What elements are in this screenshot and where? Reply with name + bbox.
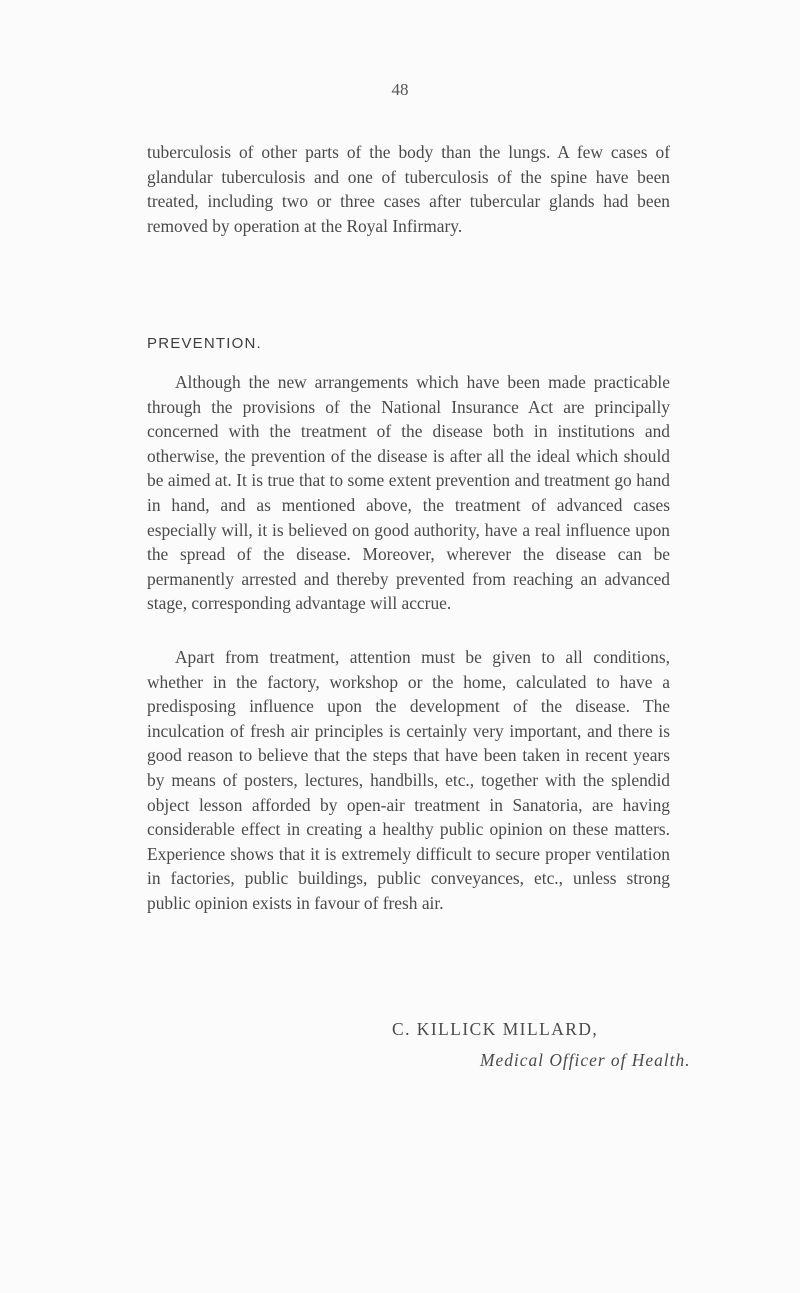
signature-name: C. KILLICK MILLARD, <box>392 1019 599 1039</box>
signature-title: Medical Officer of Health. <box>480 1050 691 1070</box>
body-paragraph-conditions: Apart from treatment, attention must be given to all conditions, whether in the factory, workshop or the home, calculated to have a predisposing influence upon the development of the disease. The inculcation of fresh air principles is certainly very important, and there is good reason to believe that the steps that have been taken in recent years by means of posters, lectures, handbills, etc., together with the splendid object lesson afforded by open-air treatment in Sanatoria, are having considerable effect in creating a healthy public opinion on these matters. Experience shows that it is extremely difficult to secure proper ventilation in factories, public buildings, public conveyances, etc., unless strong public opinion exists in favour of fresh air. <box>147 647 670 913</box>
page-number: 48 <box>391 80 409 99</box>
body-paragraph-prevention: Although the new arrangements which have been made practicable through the provisions of the National Insurance Act are principally concerned with the treatment of the disease both in institutions and otherwise, the prevention of the disease is after all the ideal which should be aimed at. It is true that to some extent prevention and treatment go hand in hand, and as mentioned above, the treatment of advanced cases especially will, it is believed on good authority, have a real influence upon the spread of the disease. Moreover, wherever the disease can be permanently arrested and thereby prevented from reaching an advanced stage, corresponding advantage will accrue. <box>147 372 670 614</box>
section-heading: PREVENTION. <box>147 335 262 352</box>
intro-paragraph: tuberculosis of other parts of the body than the lungs. A few cases of glandular tuberculosis and one of tuberculosis of the spine have been treated, including two or three cases after tubercular glands had been removed by operation at the Royal Infirmary. <box>147 142 670 236</box>
